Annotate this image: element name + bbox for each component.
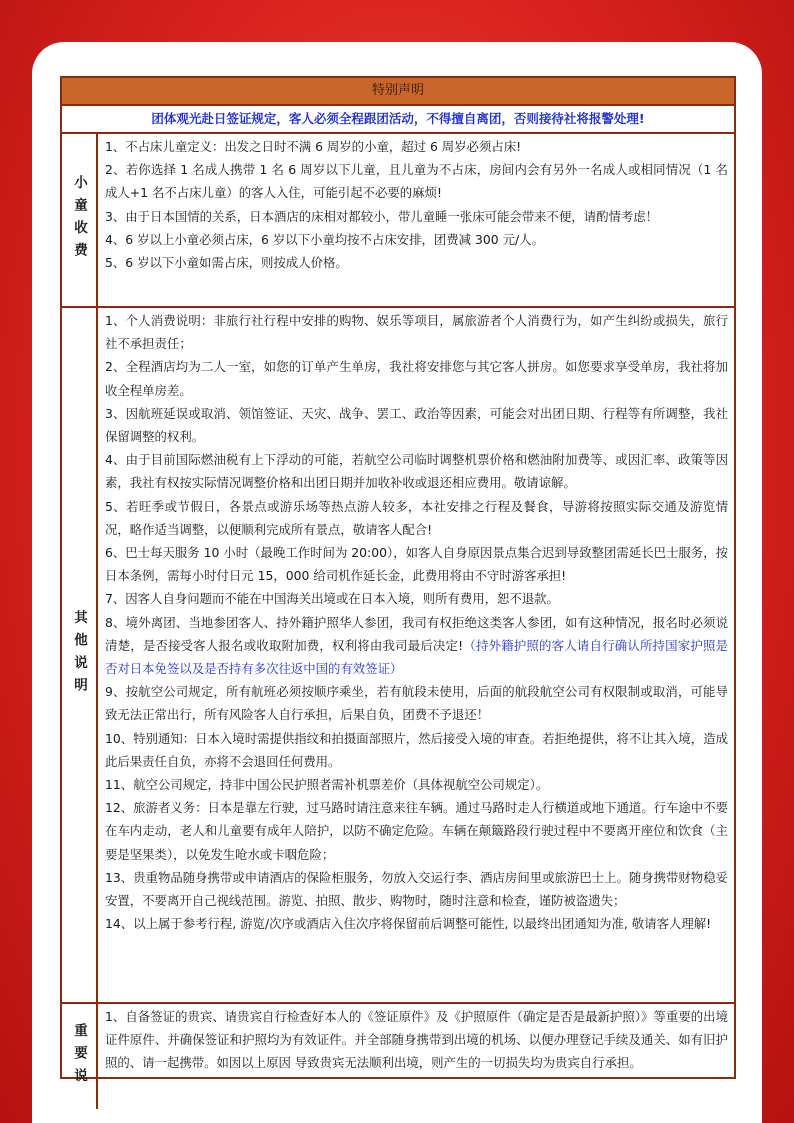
section-label-text: 重要说	[71, 1022, 87, 1091]
section-label	[62, 308, 98, 1002]
section-content	[98, 308, 734, 1002]
list-item: 5、6 岁以下小童如需占床，则按成人价格。	[105, 255, 348, 271]
list-item: 3、由于日本国情的关系，日本酒店的床相对都较小，带儿童睡一张床可能会带来不便，请酌情考虑！	[105, 208, 659, 224]
list-item: 1、自备签证的贵宾、请贵宾自行检查好本人的《签证原件》及《护照原件（确定是否是最新护照）》等重要的出境证件原件、并确保签证和护照均为有效证件。并全部随身携带到出境的机场、以便办理登记手续及通关、如有旧护照的、请一起携带。如因以上原因 导致贵宾无法顺利出境，则产生的一切损失均为贵宾自行承担。	[105, 1009, 728, 1071]
section-content	[98, 134, 734, 306]
list-item: 2、若你选择 1 名成人携带 1 名 6 周岁以下儿童，且儿童为不占床，房间内会有另外一名成人或相同情况（1 名成人+1 名不占床儿童）的客人入住，可能引起不必要的麻烦!	[105, 162, 728, 201]
group-visa-warning: 团体观光赴日签证规定，客人必须全程跟团活动，不得擅自离团，否则接待社将报警处理!	[62, 106, 734, 134]
list-item	[105, 611, 728, 681]
list-item: 13、贵重物品随身携带或申请酒店的保险柜服务，勿放入交运行李、酒店房间里或旅游巴士上。随身携带财物稳妥安置，不要离开自己视线范围。游览、拍照、散步、购物时，随时注意和检查，谨防被盗遗失；	[105, 869, 728, 909]
list-item: 4、由于目前国际燃油税有上下浮动的可能，若航空公司临时调整机票价格和燃油附加费等、或因汇率、政策等因素，我社有权按实际情况调整价格和出团日期并加收补收或退还相应费用。敬请谅解。	[105, 452, 728, 491]
section-important	[62, 1004, 734, 1109]
list-item: 10、特别通知：日本入境时需提供指纹和拍摄面部照片，然后接受入境的审查。若拒绝提供，将不让其入境，造成此后果责任自负，亦将不会退回任何费用。	[105, 730, 728, 769]
section-other-notes	[62, 308, 734, 1004]
section-child-fees	[62, 134, 734, 308]
list-item: 4、6 岁以上小童必须占床，6 岁以下小童均按不占床安排，团费减 300 元/人。	[105, 231, 544, 247]
list-item: 7、因客人自身问题而不能在中国海关出境或在日本入境，则所有费用，恕不退款。	[105, 591, 559, 607]
list-item: 9、按航空公司规定，所有航班必须按顺序乘坐，若有航段未使用，后面的航段航空公司有权限制或取消，可能导致无法正常出行，所有风险客人自行承担，后果自负，团费不予退还！	[105, 684, 728, 723]
list-item: 1、不占床儿童定义：出发之日时不满 6 周岁的小童，超过 6 周岁必须占床!	[105, 139, 522, 154]
list-item: 1、个人消费说明：非旅行社行程中安排的购物、娱乐等项目，属旅游者个人消费行为，如产生纠纷或损失，旅行社不承担责任；	[105, 313, 728, 352]
list-item: 6、巴士每天服务 10 小时（最晚工作时间为 20:00），如客人自身原因景点集合迟到导致整团需延长巴士服务，按日本条例，需每小时付日元 15，000 给司机作延长金，此费用将由不守时游客承担!	[105, 545, 728, 584]
list-item: 5、若旺季或节假日，各景点或游乐场等热点游人较多，本社安排之行程及餐食，导游将按照实际交通及游览情况，略作适当调整，以便顺利完成所有景点，敬请客人配合!	[105, 498, 728, 537]
list-item: 3、因航班延误或取消、领馆签证、天灾、战争、罢工、政治等因素，可能会对出团日期、行程等有所调整，我社保留调整的权利。	[105, 405, 728, 445]
section-label-text: 其他说明	[71, 610, 87, 700]
section-label	[62, 1004, 98, 1109]
list-item: 12、旅游者义务：日本是靠左行驶，过马路时请注意来往车辆。通过马路时走人行横道或地下通道。行车途中不要在车内走动，老人和儿童要有成年人陪护，以防不确定危险。车辆在颠簸路段行驶过程中不要离开座位和饮食（主要是坚果类），以免发生呛水或卡咽危险；	[105, 800, 728, 862]
foreign-passport-note: （持外籍护照的客人请自行确认所持国家护照是否对日本免签以及是否持有多次往返中国的有效签证）	[105, 637, 729, 677]
table-header: 特别声明	[62, 78, 734, 106]
list-item: 2、全程酒店均为二人一室，如您的订单产生单房，我社将安排您与其它客人拼房。如您要求享受单房，我社将加收全程单房差。	[105, 359, 728, 398]
list-item-text: 8、境外离团、当地参团客人、持外籍护照华人参团，我司有权拒绝这类客人参团，如有这种情况，报名时必须说清楚，是否接受客人报名或收取附加费，权利将由我司最后决定!	[105, 614, 728, 653]
section-label-text: 小童收费	[71, 175, 87, 265]
section-label	[62, 134, 98, 306]
section-content	[98, 1004, 734, 1109]
list-item: 11、航空公司规定，持非中国公民护照者需补机票差价（具体视航空公司规定）。	[105, 777, 549, 793]
list-item: 14、以上属于参考行程, 游览/次序或酒店入住次序将保留前后调整可能性, 以最终出团通知为准, 敬请客人理解!	[105, 916, 712, 932]
notice-table	[60, 76, 736, 1091]
